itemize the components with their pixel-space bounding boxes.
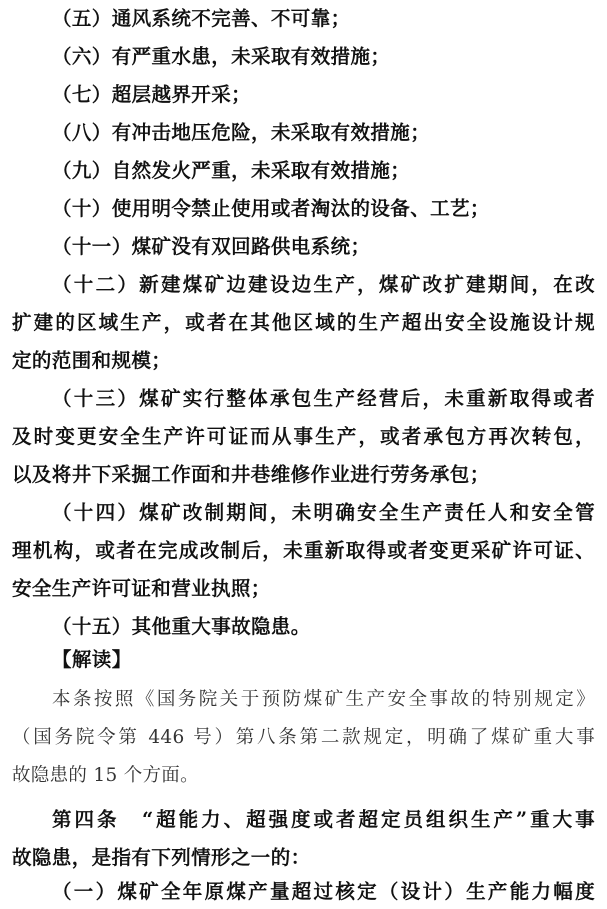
list-item-8: （八）有冲击地压危险，未采取有效措施；	[52, 121, 431, 144]
list-item-15: （十五）其他重大事故隐患。	[52, 615, 311, 638]
list-item-5: （五）通风系统不完善、不可靠；	[52, 7, 351, 30]
list-item-13-line-3: 以及将井下采掘工作面和井巷维修作业进行劳务承包；	[12, 463, 490, 486]
interpretation-heading: 【解读】	[52, 648, 132, 671]
list-item-12-line-3: 定的范围和规模；	[12, 349, 172, 372]
list-item-11: （十一）煤矿没有双回路供电系统；	[52, 235, 371, 258]
list-item-14-line-2: 理机构，或者在完成改制后，未重新取得或者变更采矿许可证、	[12, 539, 595, 562]
list-item-12-line-1: （十二）新建煤矿边建设边生产，煤矿改扩建期间，在改	[52, 273, 595, 296]
article-4-line-1: 第四条 “超能力、超强度或者超定员组织生产”重大事	[52, 808, 595, 831]
list-item-6: （六）有严重水患，未采取有效措施；	[52, 45, 391, 68]
list-item-7: （七）超层越界开采；	[52, 83, 252, 106]
article-4-line-2: 故隐患，是指有下列情形之一的：	[12, 846, 311, 869]
list-item-14-line-1: （十四）煤矿改制期间，未明确安全生产责任人和安全管	[52, 501, 595, 524]
list-item-10: （十）使用明令禁止使用或者淘汰的设备、工艺；	[52, 197, 490, 220]
interpretation-line-1: 本条按照《国务院关于预防煤矿生产安全事故的特别规定》	[52, 689, 595, 710]
list-item-14-line-3: 安全生产许可证和营业执照；	[12, 577, 271, 600]
list-item-12-line-2: 扩建的区域生产，或者在其他区域的生产超出安全设施设计规	[12, 311, 595, 334]
list-item-13-line-1: （十三）煤矿实行整体承包生产经营后，未重新取得或者	[52, 387, 595, 410]
list-item-13-line-2: 及时变更安全生产许可证而从事生产，或者承包方再次转包，	[12, 425, 595, 448]
article-4-line-3: （一）煤矿全年原煤产量超过核定（设计）生产能力幅度	[52, 880, 595, 903]
interpretation-line-2: （国务院令第 446 号）第八条第二款规定，明确了煤矿重大事	[12, 727, 595, 748]
interpretation-line-3: 故隐患的 15 个方面。	[12, 765, 199, 786]
list-item-9: （九）自然发火严重，未采取有效措施；	[52, 159, 411, 182]
